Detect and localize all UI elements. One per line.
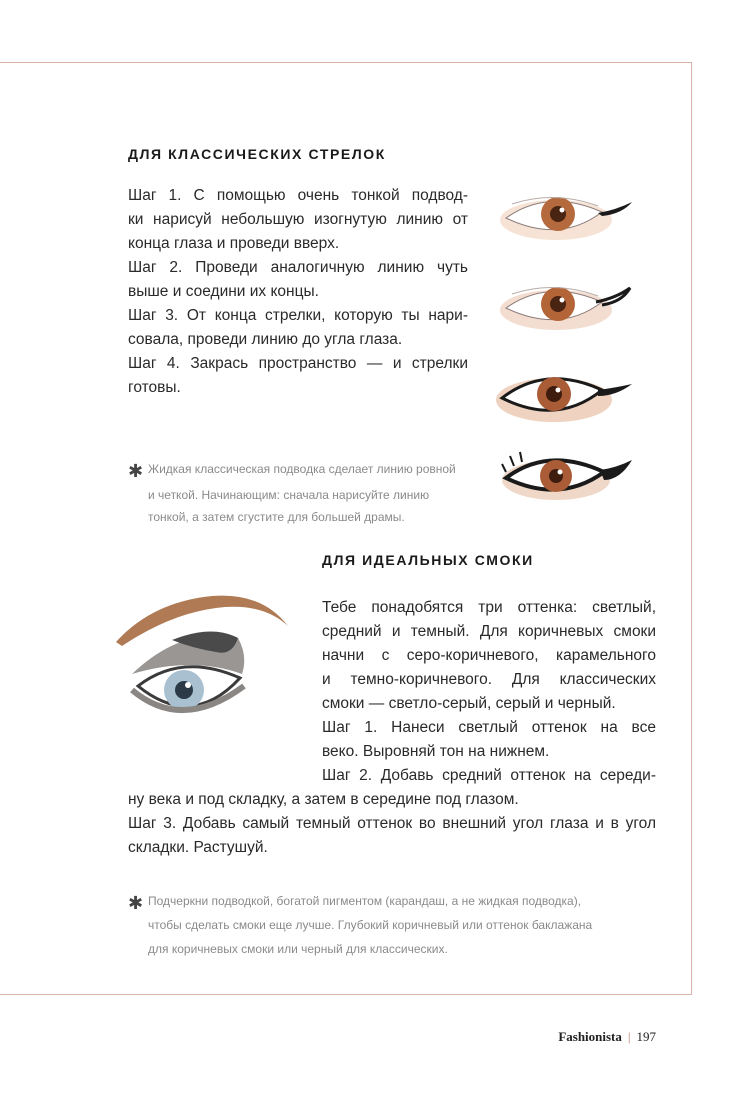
asterisk-icon: ✱ <box>128 461 144 481</box>
body-line: Шаг 2. Добавь средний оттенок на середи- <box>322 767 656 784</box>
tip-line: и четкой. Начинающим: сначала нарисуйте линию <box>148 488 430 502</box>
body-line: средний и темный. Для коричневых смоки <box>322 623 656 640</box>
tip-line: чтобы сделать смоки еще лучше. Глубокий коричневый или оттенок баклажана <box>148 918 593 932</box>
body-line: Шаг 4. Закрась пространство — и стрелки <box>128 355 468 372</box>
body-line: выше и соедини их концы. <box>128 283 319 300</box>
tip-line: тонкой, а затем сгустите для большей драмы. <box>148 510 405 524</box>
book-title: Fashionista <box>558 1029 622 1044</box>
eye-illustration-step1 <box>498 182 640 248</box>
eye-illustration-step2 <box>498 272 640 338</box>
tip-line: Жидкая классическая подводка сделает линию ровной <box>148 462 456 476</box>
body-line: совала, проведи линию до угла глаза. <box>128 331 403 348</box>
body-line: ну века и под складку, а затем в середине под глазом. <box>128 791 519 808</box>
body-line: веко. Выровняй тон на нижнем. <box>322 743 550 760</box>
section-heading-arrows: ДЛЯ КЛАССИЧЕСКИХ СТРЕЛОК <box>128 146 386 162</box>
section-heading-smokey: ДЛЯ ИДЕАЛЬНЫХ СМОКИ <box>322 552 534 568</box>
folio-divider: | <box>627 1029 631 1044</box>
asterisk-icon: ✱ <box>128 893 144 913</box>
smokey-eye-illustration <box>112 582 296 746</box>
eye-illustration-step4 <box>500 442 636 508</box>
body-line: и темно-коричневого. Для классических <box>322 671 656 688</box>
body-line: Тебе понадобятся три оттенка: светлый, <box>322 599 656 616</box>
body-line: начни с серо-коричневого, карамельного <box>322 647 656 664</box>
tip-line: для коричневых смоки или черный для классических. <box>148 942 448 956</box>
body-line: смоки — светло-серый, серый и черный. <box>322 695 616 712</box>
page-number: 197 <box>636 1029 656 1044</box>
body-line: готовы. <box>128 379 181 396</box>
tip-line: Подчеркни подводкой, богатой пигментом (карандаш, а не жидкая подводка), <box>148 894 582 908</box>
body-line: конца глаза и проведи вверх. <box>128 235 340 252</box>
body-line: Шаг 1. С помощью очень тонкой подвод- <box>128 187 468 204</box>
body-line: Шаг 2. Проведи аналогичную линию чуть <box>128 259 468 276</box>
body-line: Шаг 3. Добавь самый темный оттенок во внешний угол глаза и в угол <box>128 815 656 832</box>
body-line: Шаг 3. От конца стрелки, которую ты нари- <box>128 307 468 324</box>
eye-illustration-step3 <box>494 358 640 428</box>
body-line: ки нарисуй небольшую изогнутую линию от <box>128 211 468 228</box>
body-line: Шаг 1. Нанеси светлый оттенок на все <box>322 719 656 736</box>
body-line: складки. Растушуй. <box>128 839 268 856</box>
page-folio <box>558 1029 656 1045</box>
